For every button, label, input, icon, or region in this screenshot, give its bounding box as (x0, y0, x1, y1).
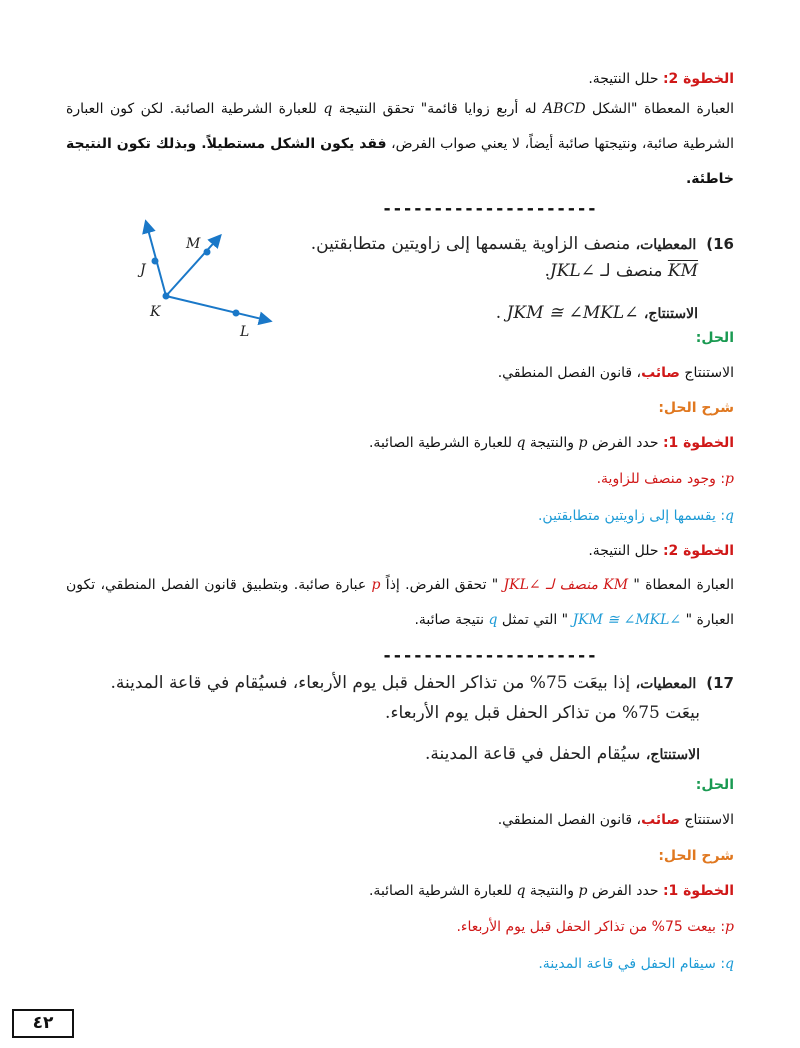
para-bold-conclusion: فقد يكون الشكل مستطيلاً. وبذلك تكون النتيجة خاطئة. (66, 136, 734, 187)
label-j: J (140, 262, 146, 278)
hypothesis-line: p: وجود منصف للزاوية. (596, 471, 734, 487)
verdict-word: صائب (641, 812, 680, 828)
para-blue-math: ∠JKM ≅ ∠MKL (572, 612, 682, 628)
step-label: الخطوة 1: (662, 883, 734, 899)
math-q: q (516, 435, 526, 451)
math-abcd: ABCD (542, 101, 586, 117)
math-q: q (323, 101, 333, 117)
step2-paragraph (66, 568, 734, 638)
verdict-post: ، قانون الفصل المنطقي. (497, 365, 642, 381)
step1-line (369, 432, 734, 454)
angle-jkl: ∠JKL (549, 261, 595, 281)
solution-label: الحل: (695, 777, 734, 793)
math-p: p (578, 883, 588, 899)
problem-number: 16) (706, 235, 734, 253)
para-text: " التي تمثل (497, 612, 573, 628)
verdict-pre: الاستنتاج (679, 365, 734, 381)
math-p: p (578, 435, 588, 451)
separator: --------------------- (382, 200, 597, 218)
para-text: له أربع زوايا قائمة" تحقق النتيجة (332, 101, 543, 117)
conclusion-label: الاستنتاج، (645, 747, 700, 763)
step-text: حدد الفرض (587, 435, 663, 451)
problem17-given-line2: بيعَت 75% من تذاكر الحفل قبل يوم الأربعاء. (385, 703, 700, 723)
math-p: p (371, 577, 381, 593)
page-number: ٤٢ (12, 1009, 74, 1038)
point-l (233, 310, 240, 317)
point-k (163, 293, 170, 300)
step2-heading (588, 68, 734, 90)
hypothesis-text: وجود منصف للزاوية. (596, 471, 721, 487)
math-q: q (725, 956, 734, 972)
hypothesis-line: p: بيعت 75% من تذاكر الحفل قبل يوم الأربعاء. (456, 919, 734, 935)
conclusion-end: . (495, 303, 507, 323)
verdict-post: ، قانون الفصل المنطقي. (497, 812, 642, 828)
step-text: حلل النتيجة. (588, 71, 663, 87)
problem17-given-line1 (111, 670, 735, 697)
explanation-label: شرح الحل: (658, 400, 734, 416)
angle-bisector-figure (118, 212, 288, 342)
separator: --------------------- (382, 647, 597, 665)
para-text: للعبارة الشرطية الصائبة. لكن كون العبارة الشرطية صائبة، ونتيجتها صائبة أيضاً، لا يعني صواب الفرض، (66, 101, 735, 152)
problem-number: 17) (706, 674, 734, 692)
conclusion-label: الاستنتاج، (643, 306, 698, 322)
given-label: المعطيات، (635, 676, 697, 692)
given-text: منصف الزاوية يقسمها إلى زاويتين متطابقتين. (310, 234, 636, 254)
label-l: L (240, 324, 250, 340)
step-text: للعبارة الشرطية الصائبة. (368, 883, 517, 899)
step-label: الخطوة 2: (662, 543, 734, 559)
point-j (152, 258, 159, 265)
step-text: والنتيجة (525, 435, 579, 451)
conclusion-math: ∠JKM ≅ ∠MKL (506, 303, 644, 323)
ray-kl (166, 296, 270, 321)
problem16-given-line1 (311, 231, 734, 258)
step-text: للعبارة الشرطية الصائبة. (368, 435, 517, 451)
verdict-pre: الاستنتاج (679, 812, 734, 828)
math-q: q (516, 883, 526, 899)
given-text: إذا بيعَت 75% من تذاكر الحفل قبل يوم الأربعاء، فسيُقام في قاعة المدينة. (110, 673, 636, 693)
conclusion-text: سيقام الحفل في قاعة المدينة. (538, 956, 721, 972)
label-m: M (186, 236, 201, 252)
para-text: العبارة المعطاة "الشكل (585, 101, 734, 117)
step-text: حدد الفرض (587, 883, 663, 899)
math-q: q (725, 508, 734, 524)
step-text: والنتيجة (525, 883, 579, 899)
para-text: نتيجة صائبة. (414, 612, 489, 628)
math-p: p (725, 471, 734, 487)
step-label: الخطوة 1: (662, 435, 734, 451)
analysis-paragraph (66, 92, 734, 197)
hypothesis-text: بيعت 75% من تذاكر الحفل قبل يوم الأربعاء. (456, 919, 721, 935)
vector-km: KM (667, 261, 698, 281)
para-red-math: KM منصف لـ ∠JKL (503, 577, 629, 593)
step-label: الخطوة 2: (662, 71, 734, 87)
conclusion-text: سيُقام الحفل في قاعة المدينة. (424, 744, 646, 764)
para-text: " تحقق الفرض. إذاً (380, 577, 504, 593)
given-text: منصف لـ (594, 261, 668, 281)
problem16-given-line2 (544, 258, 698, 284)
conclusion-line: q: سيقام الحفل في قاعة المدينة. (538, 956, 734, 972)
explanation-label: شرح الحل: (658, 848, 734, 864)
problem17-conclusion (425, 741, 700, 768)
step-text: حلل النتيجة. (588, 543, 663, 559)
para-text: عبارة صائبة. وبتطبيق قانون الفصل المنطقي، تكون العبارة " (66, 577, 734, 628)
math-q: q (488, 612, 498, 628)
step2-line (588, 540, 734, 562)
given-label: المعطيات، (635, 237, 697, 253)
verdict-line (498, 362, 734, 384)
label-k: K (150, 304, 161, 320)
verdict-line (498, 809, 734, 831)
para-text: العبارة المعطاة " (628, 577, 735, 593)
problem16-conclusion (496, 300, 698, 327)
solution-label: الحل: (695, 330, 734, 346)
point-m (204, 249, 211, 256)
given-end: . (544, 261, 550, 281)
verdict-word: صائب (641, 365, 680, 381)
math-p: p (725, 919, 734, 935)
conclusion-text: يقسمها إلى زاويتين متطابقتين. (537, 508, 721, 524)
step1-line (369, 880, 734, 902)
conclusion-line: q: يقسمها إلى زاويتين متطابقتين. (537, 508, 734, 524)
